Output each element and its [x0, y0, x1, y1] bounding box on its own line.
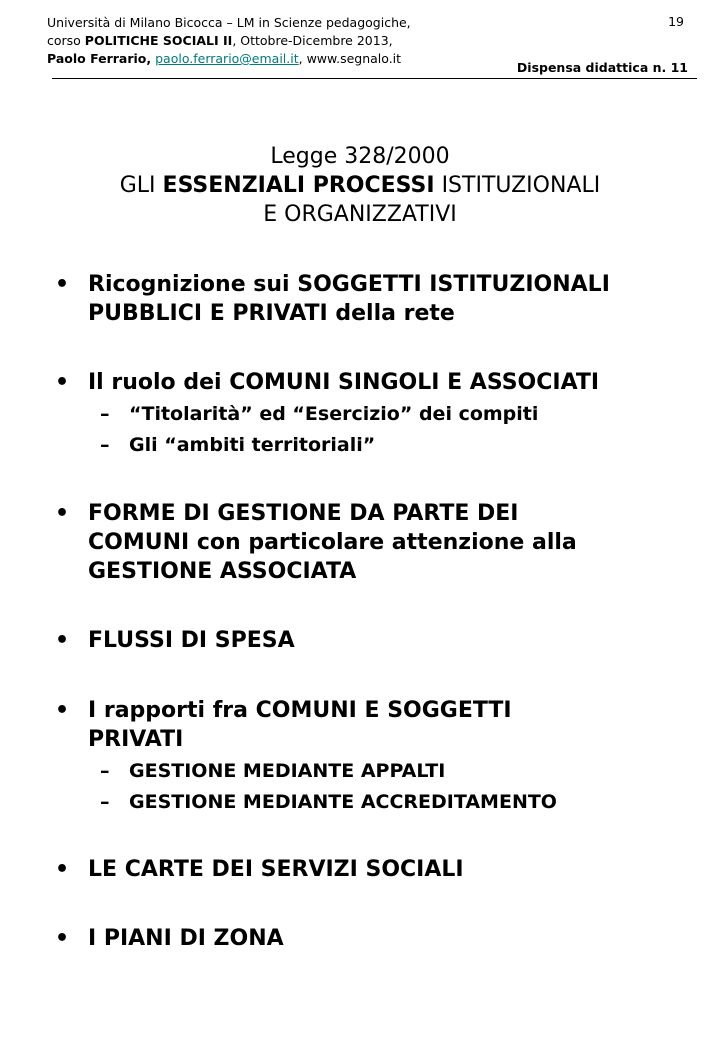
header-divider — [52, 78, 697, 79]
header-author: Paolo Ferrario, — [47, 51, 152, 66]
dash-marker: – — [100, 403, 110, 425]
header-website: , www.segnalo.it — [298, 51, 402, 66]
list-item-text: LE CARTE DEI SERVIZI SOCIALI — [88, 857, 464, 882]
header-course-name: POLITICHE SOCIALI II — [84, 33, 233, 48]
page-number: 19 — [668, 14, 684, 29]
bullet-marker: • — [55, 698, 70, 723]
title-line-1: Legge 328/2000 — [270, 144, 450, 169]
list-item-text: I PIANI DI ZONA — [88, 926, 284, 951]
bullet-marker: • — [55, 501, 70, 526]
header-university-line: Università di Milano Bicocca – LM in Scienze pedagogiche, — [47, 15, 411, 30]
sub-list-item-text: “Titolarità” ed “Esercizio” dei compiti — [129, 403, 539, 425]
list-item-text: I rapporti fra COMUNI E SOGGETTI PRIVATI — [88, 698, 512, 752]
title-line-3: E ORGANIZZATIVI — [263, 202, 457, 227]
dash-marker: – — [100, 434, 110, 456]
bullet-marker: • — [55, 926, 70, 951]
title-line-2 — [0, 171, 720, 200]
sub-list-item-text: GESTIONE MEDIANTE ACCREDITAMENTO — [129, 791, 557, 813]
dash-marker: – — [100, 791, 110, 813]
email-link[interactable]: paolo.ferrario@email.it — [155, 51, 299, 66]
list-item-text: Ricognizione sui SOGGETTI ISTITUZIONALI PUBBLICI E PRIVATI della rete — [88, 272, 610, 326]
list-item-text: FORME DI GESTIONE DA PARTE DEI COMUNI con particolare attenzione alla GESTIONE ASSOCIATA — [88, 501, 577, 584]
dash-marker: – — [100, 760, 110, 782]
title-line-2-suffix: ISTITUZIONALI — [434, 173, 601, 198]
dispensa-label: Dispensa didattica n. 11 — [516, 60, 688, 75]
title-line-2-prefix: GLI — [119, 173, 163, 198]
header-course-prefix: corso — [47, 33, 85, 48]
header-course-dates: , Ottobre-Dicembre 2013, — [232, 33, 393, 48]
list-item-text: Il ruolo dei COMUNI SINGOLI E ASSOCIATI — [88, 370, 600, 395]
sub-list-item-text: GESTIONE MEDIANTE APPALTI — [129, 760, 446, 782]
list-item-text: FLUSSI DI SPESA — [88, 628, 295, 653]
header-course-line — [47, 32, 697, 50]
bullet-marker: • — [55, 370, 70, 395]
title-line-2-bold: ESSENZIALI PROCESSI — [162, 173, 435, 198]
bullet-marker: • — [55, 628, 70, 653]
bullet-marker: • — [55, 857, 70, 882]
page-title — [0, 142, 720, 229]
bullet-marker: • — [55, 272, 70, 297]
sub-list-item-text: Gli “ambiti territoriali” — [129, 434, 376, 456]
